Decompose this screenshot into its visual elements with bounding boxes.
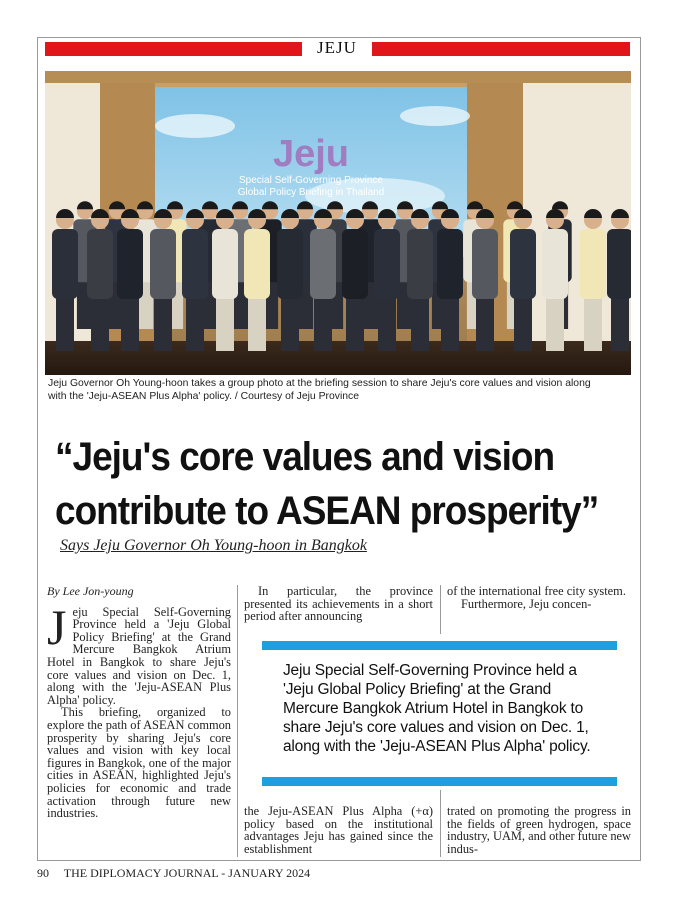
banner-title: Jeju: [272, 133, 350, 175]
section-bar-left: [45, 42, 302, 56]
page-number: 90: [37, 866, 49, 880]
byline: By Lee Jon-young: [47, 584, 134, 598]
banner-line2: Global Policy Briefing in Thailand: [237, 187, 385, 198]
column-2-bottom-text: the Jeju-ASEAN Plus Alpha (+α) policy based on the institutional advantages Jeju has gained since the establishment: [244, 804, 433, 856]
paragraph-1-text: eju Special Self-Governing Province held a 'Jeju Global Policy Briefing' at the Grand Mercure Bangkok Atrium Hotel in Bangkok to share Jeju's core values and vision on Dec. 1, along with the 'Jeju-ASEAN Plus Alpha' policy.: [47, 604, 231, 707]
article-column-2-top: [244, 585, 433, 623]
column-rule-1: [237, 585, 238, 857]
pull-quote-bar-bottom: [262, 777, 617, 786]
banner-line1: Special Self-Governing Province: [239, 175, 383, 186]
column-3-bottom-text: trated on promoting the progress in the fields of green hydrogen, space industry, UAM, and other future new indus-: [447, 804, 631, 856]
column-3-top-text-b: Furthermore, Jeju concen-: [461, 596, 592, 611]
pull-quote-bar-top: [262, 641, 617, 650]
subheadline: Says Jeju Governor Oh Young-hoon in Bangkok: [60, 537, 367, 554]
page-footer: [37, 866, 310, 881]
article-column-3-top: [447, 585, 631, 610]
photo-caption: [48, 378, 634, 403]
headline-line2: contribute to ASEAN prosperity”: [55, 488, 599, 533]
column-2-top-text: In particular, the province presented its achievements in a short period after announcing: [244, 584, 433, 624]
caption-line1: Jeju Governor Oh Young-hoon takes a group photo at the briefing session to share Jeju's core values and vision along: [48, 378, 591, 389]
article-column-3-bottom: [447, 805, 631, 855]
article-column-1: [47, 585, 231, 820]
section-bar-right: [372, 42, 630, 56]
article-paragraph-1: [47, 598, 231, 707]
article-paragraph-2: This briefing, organized to explore the path of ASEAN common prosperity by sharing Jeju's core values and vision with key local figures in Bangkok, one of the major cities in ASEAN, highlighted Jeju's policies for economic and trade activation through future new industries.: [47, 705, 231, 821]
caption-line2: with the 'Jeju-ASEAN Plus Alpha' policy. / Courtesy of Jeju Province: [48, 390, 360, 402]
drop-cap: J: [47, 598, 67, 655]
section-label: JEJU: [317, 38, 357, 57]
pull-quote-text: Jeju Special Self-Governing Province held a 'Jeju Global Policy Briefing' at the Grand Mercure Bangkok Atrium Hotel in Bangkok to share Jeju's core values and vision on Dec. 1, along with the 'Jeju-ASEAN Plus Alpha' policy.: [283, 662, 591, 755]
headline: [55, 430, 635, 538]
column-3-top-text-a: of the international free city system.: [447, 584, 626, 598]
group-photo: [45, 71, 631, 375]
article-column-2-bottom: [244, 805, 433, 855]
headline-line1: “Jeju's core values and vision: [55, 434, 555, 479]
publication-name: THE DIPLOMACY JOURNAL - JANUARY 2024: [63, 866, 311, 880]
